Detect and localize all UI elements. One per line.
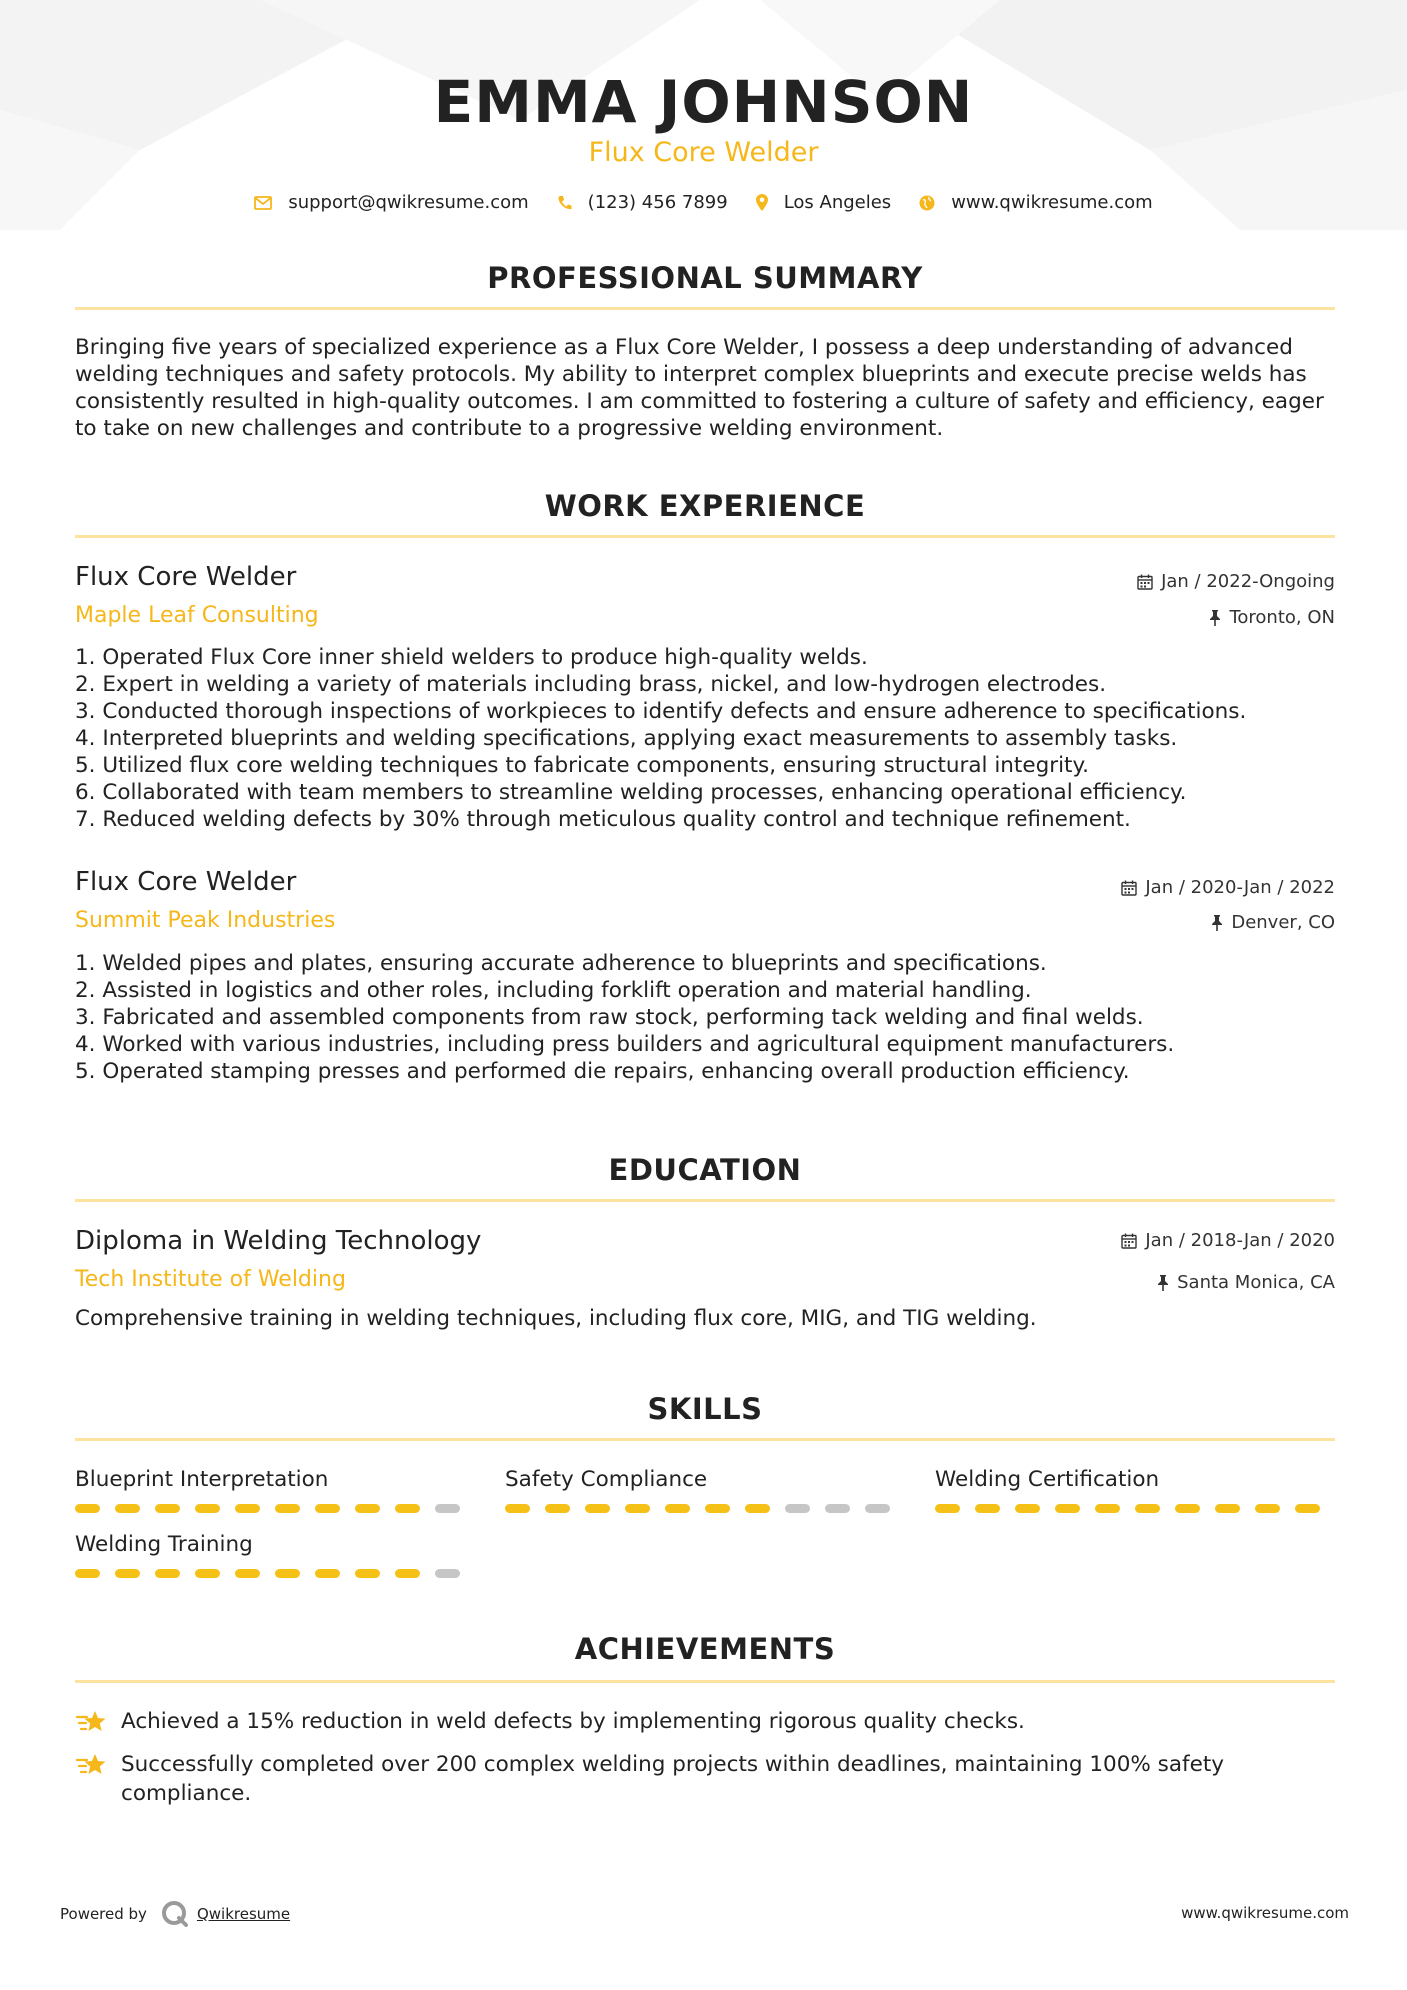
education-dates-text: Jan / 2018-Jan / 2020: [1145, 1230, 1335, 1251]
skill-dash-filled: [705, 1504, 730, 1513]
skill-name: Welding Training: [75, 1532, 253, 1557]
job-1-dates-text: Jan / 2022-Ongoing: [1161, 571, 1335, 592]
qwikresume-logo-icon: [161, 1900, 189, 1928]
website-text: www.qwikresume.com: [951, 192, 1153, 213]
contact-location: [756, 192, 892, 213]
email-text: support@qwikresume.com: [288, 192, 529, 213]
job-2-company: Summit Peak Industries: [75, 908, 336, 933]
phone-icon: [557, 195, 572, 211]
contact-phone[interactable]: [557, 192, 728, 213]
job-1-responsibilities: [75, 644, 1335, 833]
education-divider: [75, 1199, 1335, 1202]
contact-bar: [0, 192, 1407, 213]
skill-level-bar: [935, 1504, 1335, 1513]
skill-dash-filled: [235, 1569, 260, 1578]
education-heading: EDUCATION: [608, 1153, 802, 1187]
summary-heading: PROFESSIONAL SUMMARY: [487, 261, 923, 295]
skill-level-bar: [505, 1504, 905, 1513]
education-dates: [1121, 1230, 1335, 1251]
location-text: Los Angeles: [783, 192, 892, 213]
skill-dash-empty: [865, 1504, 890, 1513]
pushpin-icon: [1211, 915, 1223, 931]
job-1-title: Flux Core Welder: [75, 562, 297, 592]
skill-dash-filled: [1175, 1504, 1200, 1513]
skill-dash-filled: [1095, 1504, 1120, 1513]
pushpin-icon: [1209, 610, 1221, 626]
skill-dash-filled: [745, 1504, 770, 1513]
skill-dash-filled: [195, 1504, 220, 1513]
summary-divider: [75, 307, 1335, 310]
skill-dash-filled: [115, 1504, 140, 1513]
achievement-text: Successfully completed over 200 complex welding projects within deadlines, maintaining 100% safety compliance.: [121, 1752, 1224, 1806]
skill-dash-filled: [75, 1504, 100, 1513]
calendar-icon: [1121, 1233, 1137, 1249]
skill-level-bar: [75, 1569, 475, 1578]
job-2-dates: [1121, 877, 1335, 898]
list-item: 6. Collaborated with team members to streamline welding processes, enhancing operational efficiency.: [75, 780, 1187, 805]
achievements-heading: ACHIEVEMENTS: [574, 1632, 836, 1666]
skill-dash-filled: [155, 1569, 180, 1578]
skill-dash-filled: [975, 1504, 1000, 1513]
job-2-responsibilities: [75, 950, 1335, 1085]
skill-dash-filled: [235, 1504, 260, 1513]
skill-dash-empty: [825, 1504, 850, 1513]
list-item: 5. Operated stamping presses and performed die repairs, enhancing overall production efficiency.: [75, 1059, 1130, 1084]
job-2-title: Flux Core Welder: [75, 867, 297, 897]
skill-dash-filled: [545, 1504, 570, 1513]
experience-heading: WORK EXPERIENCE: [544, 489, 866, 523]
skill-name: Safety Compliance: [505, 1467, 708, 1492]
footer-powered-by: [60, 1900, 290, 1928]
list-item: 3. Fabricated and assembled components from raw stock, performing tack welding and final welds.: [75, 1005, 1144, 1030]
list-item: 3. Conducted thorough inspections of workpieces to identify defects and ensure adherence to specifications.: [75, 699, 1247, 724]
skill-name: Blueprint Interpretation: [75, 1467, 329, 1492]
shooting-star-icon: [75, 1752, 107, 1778]
map-pin-icon: [756, 194, 768, 211]
skill-dash-filled: [315, 1569, 340, 1578]
skill-dash-filled: [1015, 1504, 1040, 1513]
skill-dash-filled: [275, 1504, 300, 1513]
skill-dash-filled: [115, 1569, 140, 1578]
education-location: [1157, 1272, 1335, 1293]
contact-website[interactable]: [919, 192, 1152, 213]
skill-item: [75, 1467, 475, 1513]
experience-divider: [75, 535, 1335, 538]
skill-dash-filled: [625, 1504, 650, 1513]
shooting-star-icon: [75, 1709, 107, 1735]
skill-item: [935, 1467, 1335, 1513]
skill-dash-filled: [1295, 1504, 1320, 1513]
job-1-dates: [1137, 571, 1335, 592]
contact-email[interactable]: [254, 192, 528, 213]
skill-dash-filled: [195, 1569, 220, 1578]
skill-dash-filled: [275, 1569, 300, 1578]
list-item: 2. Assisted in logistics and other roles, including forklift operation and material handling.: [75, 978, 1032, 1003]
achievements-divider: [75, 1680, 1335, 1683]
skill-dash-empty: [435, 1569, 460, 1578]
list-item: 1. Operated Flux Core inner shield welders to produce high-quality welds.: [75, 645, 868, 670]
skill-dash-filled: [1215, 1504, 1240, 1513]
globe-icon: [919, 195, 935, 211]
education-degree: Diploma in Welding Technology: [75, 1226, 482, 1256]
skill-dash-filled: [1255, 1504, 1280, 1513]
list-item: 4. Worked with various industries, including press builders and agricultural equipment manufacturers.: [75, 1032, 1175, 1057]
list-item: 7. Reduced welding defects by 30% through meticulous quality control and technique refinement.: [75, 807, 1131, 832]
education-description: Comprehensive training in welding techniques, including flux core, MIG, and TIG welding.: [75, 1306, 1037, 1331]
list-item: 2. Expert in welding a variety of materials including brass, nickel, and low-hydrogen electrodes.: [75, 672, 1107, 697]
calendar-icon: [1137, 574, 1153, 590]
pushpin-icon: [1157, 1275, 1169, 1291]
candidate-role: Flux Core Welder: [588, 137, 819, 168]
skill-dash-filled: [395, 1569, 420, 1578]
skill-dash-empty: [785, 1504, 810, 1513]
list-item: 1. Welded pipes and plates, ensuring accurate adherence to blueprints and specifications.: [75, 951, 1047, 976]
envelope-icon: [254, 196, 272, 210]
candidate-name: EMMA JOHNSON: [433, 68, 974, 136]
job-2-location: [1211, 912, 1335, 933]
list-item: 5. Utilized flux core welding techniques to fabricate components, ensuring structural integrity.: [75, 753, 1089, 778]
skill-dash-filled: [395, 1504, 420, 1513]
summary-text: Bringing five years of specialized experience as a Flux Core Welder, I possess a deep understanding of advanced welding techniques and safety protocols. My ability to interpret complex blueprints and execute precise welds has consistently resulted in high-quality outcomes. I am committed to fostering a culture of safety and efficiency, eager to take on new challenges and contribute to a progressive welding environment.: [75, 335, 1324, 441]
skill-item: [75, 1532, 475, 1578]
achievement-item: [75, 1750, 1335, 1808]
skill-dash-filled: [75, 1569, 100, 1578]
phone-text: (123) 456 7899: [587, 192, 728, 213]
skill-dash-filled: [315, 1504, 340, 1513]
education-location-text: Santa Monica, CA: [1177, 1272, 1335, 1293]
skill-dash-filled: [1055, 1504, 1080, 1513]
job-1-location: [1209, 607, 1335, 628]
skill-level-bar: [75, 1504, 475, 1513]
skill-dash-filled: [935, 1504, 960, 1513]
job-2-location-text: Denver, CO: [1231, 912, 1335, 933]
skill-dash-filled: [1135, 1504, 1160, 1513]
job-2-dates-text: Jan / 2020-Jan / 2022: [1145, 877, 1335, 898]
skills-divider: [75, 1438, 1335, 1441]
skill-dash-empty: [435, 1504, 460, 1513]
skills-heading: SKILLS: [647, 1392, 763, 1426]
achievement-item: [75, 1707, 1335, 1736]
skill-dash-filled: [355, 1504, 380, 1513]
skill-name: Welding Certification: [935, 1467, 1160, 1492]
skill-dash-filled: [155, 1504, 180, 1513]
calendar-icon: [1121, 880, 1137, 896]
list-item: 4. Interpreted blueprints and welding specifications, applying exact measurements to assembly tasks.: [75, 726, 1178, 751]
powered-by-label: Powered by: [60, 1905, 147, 1923]
skill-dash-filled: [355, 1569, 380, 1578]
education-school: Tech Institute of Welding: [75, 1267, 346, 1292]
skill-dash-filled: [665, 1504, 690, 1513]
skill-dash-filled: [505, 1504, 530, 1513]
skill-item: [505, 1467, 905, 1513]
achievement-text: Achieved a 15% reduction in weld defects by implementing rigorous quality checks.: [121, 1709, 1025, 1734]
job-1-location-text: Toronto, ON: [1229, 607, 1335, 628]
skill-dash-filled: [585, 1504, 610, 1513]
brand-link[interactable]: Qwikresume: [196, 1905, 291, 1923]
job-1-company: Maple Leaf Consulting: [75, 603, 319, 628]
footer-website[interactable]: www.qwikresume.com: [1181, 1904, 1349, 1922]
